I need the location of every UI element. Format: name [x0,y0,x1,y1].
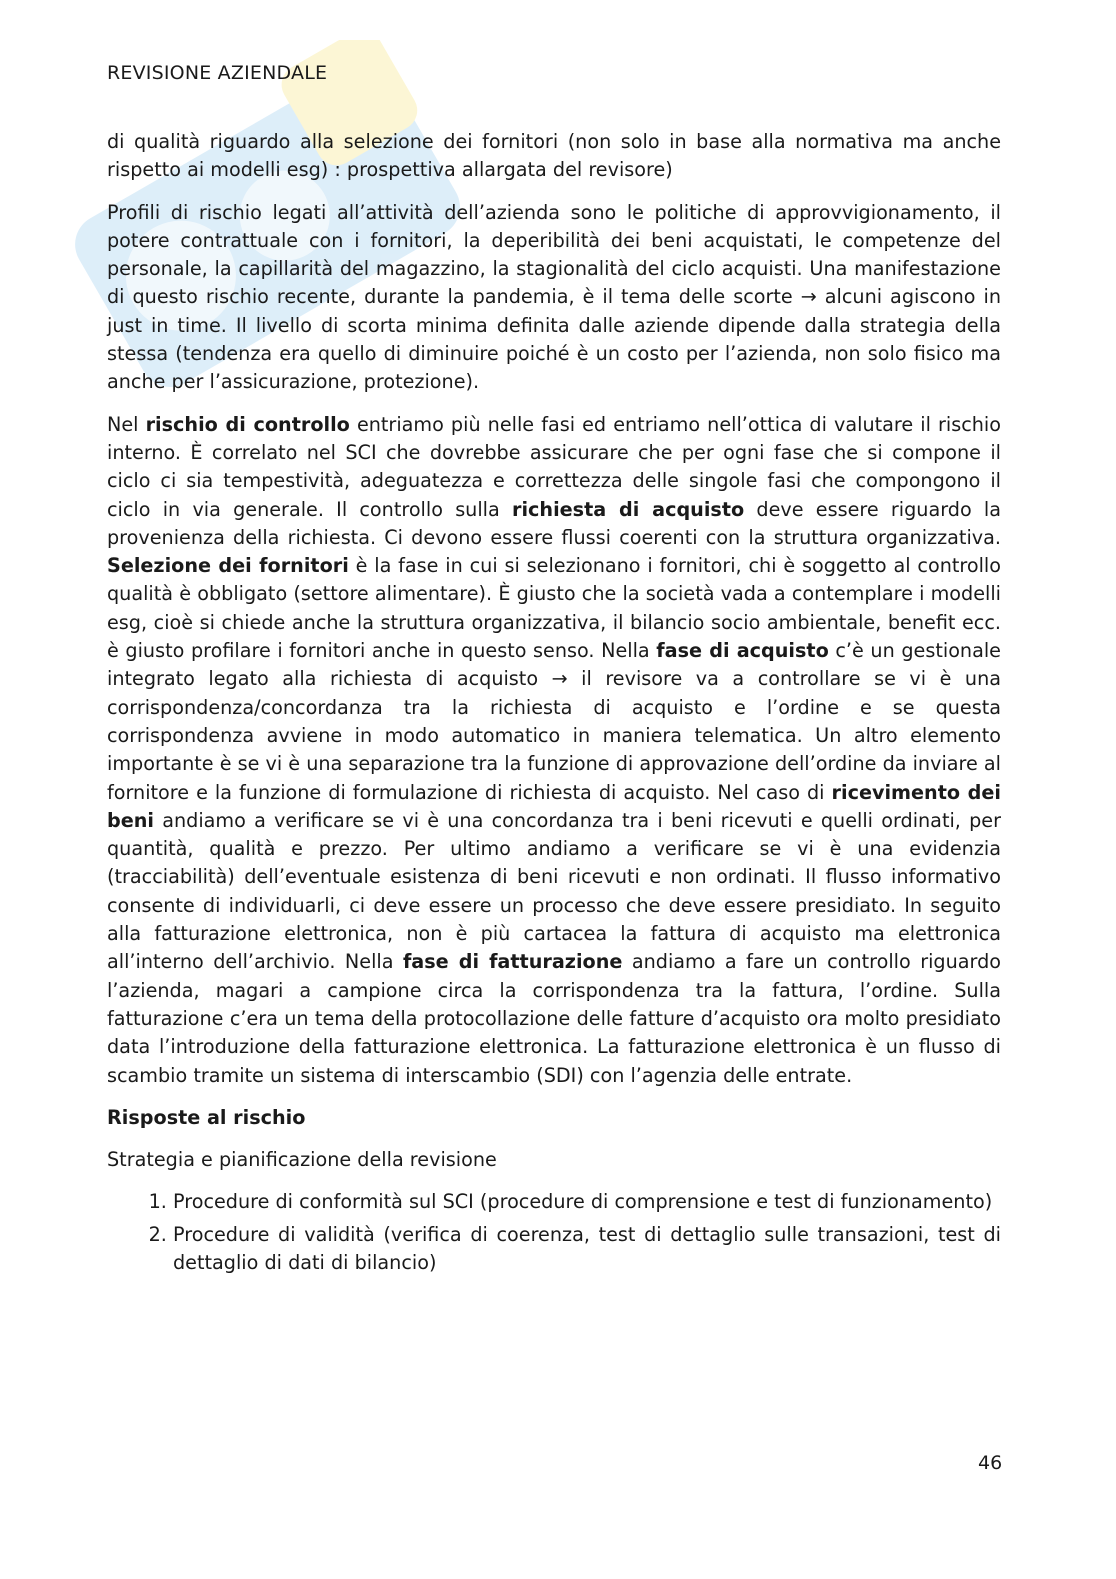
bold-term: fase di acquisto [656,639,829,663]
numbered-list [107,1188,1001,1277]
bold-term: fase di fatturazione [402,950,623,974]
running-header: REVISIONE AZIENDALE [107,62,328,84]
paragraph-control-risk: Nel rischio di controllo entriamo più nelle fasi ed entriamo nell’ottica di valutare il rischio interno. È correlato nel SCI che dovrebbe assicurare che per ogni fase che si compone il ciclo ci sia tempestività, adeguatezza e correttezza delle singole fasi che compongono il ciclo in via generale. Il controllo sulla richiesta di acquisto deve essere riguardo la provenienza della richiesta. Ci devono essere flussi coerenti con la struttura organizzativa. Selezione dei fornitori è la fase in cui si selezionano i fornitori, chi è soggetto al controllo qualità è obbligato (settore alimentare). È giusto che la società vada a contemplare i modelli esg, cioè si chiede anche la struttura organizzativa, il bilancio socio ambientale, benefit ecc. è giusto profilare i fornitori anche in questo senso. Nella fase di acquisto c’è un gestionale integrato legato alla richiesta di acquisto → il revisore va a controllare se vi è una corrispondenza/concordanza tra la richiesta di acquisto e l’ordine e se questa corrispondenza avviene in modo automatico in maniera telematica. Un altro elemento importante è se vi è una separazione tra la funzione di approvazione dell’ordine da inviare al fornitore e la funzione di formulazione di richiesta di acquisto. Nel caso di ricevimento dei beni andiamo a verificare se vi è una concordanza tra i beni ricevuti e quelli ordinati, per quantità, qualità e prezzo. Per ultimo andiamo a verificare se vi è una evidenzia (tracciabilità) dell’eventuale esistenza di beni ricevuti e non ordinati. Il flusso informativo consente di individuarli, ci deve essere un processo che deve essere presidiato. In seguito alla fatturazione elettronica, non è più cartacea la fattura di acquisto ma elettronica all’interno dell’archivio. Nella fase di fatturazione andiamo a fare un controllo riguardo l’azienda, magari a campione circa la corrispondenza tra la fattura, l’ordine. Sulla fatturazione c’era un tema della protocollazione delle fatture d’acquisto ora molto presidiato data l’introduzione della fatturazione elettronica. La fatturazione elettronica è un flusso di scambio tramite un sistema di interscambio (SDI) con l’agenzia delle entrate. [107,412,1002,1087]
bold-term: richiesta di acquisto [512,497,745,521]
paragraph-strategy: Strategia e pianificazione della revisione [107,1148,497,1172]
section-heading: Risposte al rischio [107,1105,306,1129]
paragraph-continuation: di qualità riguardo alla selezione dei fornitori (non solo in base alla normativa ma anche rispetto ai modelli esg) : prospettiva allargata del revisore) [107,130,1001,182]
paragraph-risk-profiles: Profili di rischio legati all’attività dell’azienda sono le politiche di approvvigionamento, il potere contrattuale con i fornitori, la deperibilità dei beni acquistati, le competenze del personale, la capillarità del magazzino, la stagionalità del ciclo acquisti. Una manifestazione di questo rischio recente, durante la pandemia, è il tema delle scorte → alcuni agiscono in just in time. Il livello di scorta minima definita dalle aziende dipende dalla strategia della stessa (tendenza era quello di diminuire poiché è un costo per l’azienda, non solo fisico ma anche per l’assicurazione, protezione). [107,200,1001,394]
bold-term: Selezione dei fornitori [107,554,349,578]
page-body [107,128,1001,1281]
page-number: 46 [978,1452,1003,1474]
list-item: 2. Procedure di validità (verifica di coerenza, test di dettaglio sulle transazioni, test di dettaglio di dati di bilancio) [173,1221,1001,1278]
list-item: 1. Procedure di conformità sul SCI (procedure di comprensione e test di funzionamento) [173,1188,1001,1216]
bold-term: rischio di controllo [145,412,350,436]
bold-term: ricevimento dei beni [107,780,1001,832]
